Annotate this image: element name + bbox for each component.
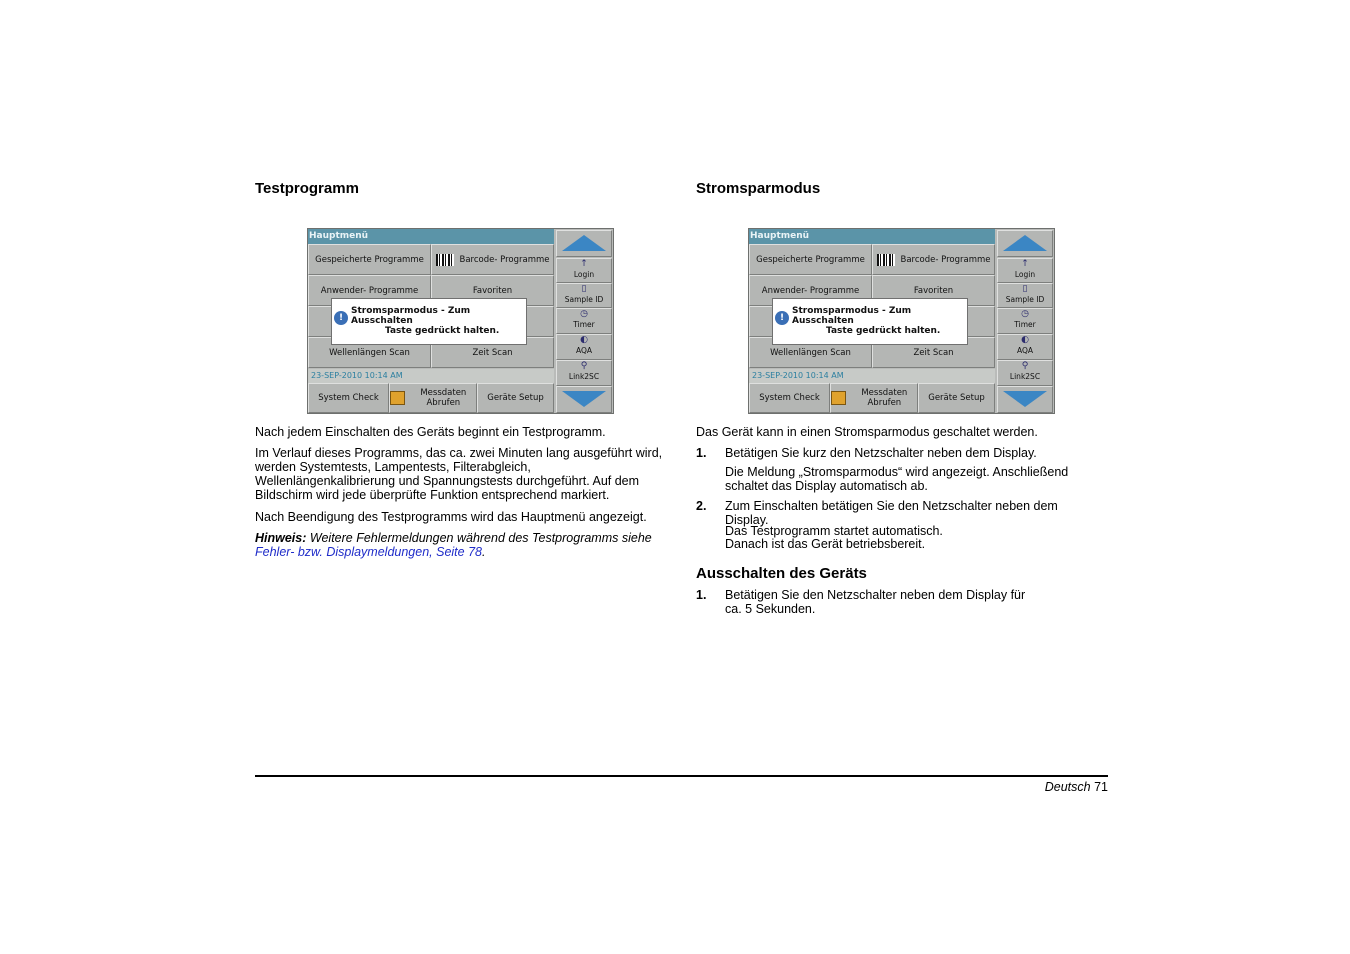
scroll-down-button [997,386,1053,413]
saved-programs-button: Gespeicherte Programme [749,244,872,275]
scroll-up-button [556,230,612,257]
step-text: Betätigen Sie kurz den Netzschalter neben dem Display. [725,446,1037,460]
arrow-up-icon [1003,235,1047,251]
favorites-button: Favoriten [431,275,554,306]
time-scan-button: Zeit Scan [431,337,554,368]
power-save-popup [772,298,968,345]
step-text: Zum Einschalten betätigen Sie den Netzschalter neben dem Display. [725,499,1058,527]
section-heading-testprogramm: Testprogramm [255,180,359,197]
timer-icon: ◷ [1021,309,1029,319]
date-time-display: 23-SEP-2010 10:14 AM [749,369,995,383]
sample-icon: ▯ [1022,284,1028,294]
folder-icon [831,391,846,405]
arrow-up-icon [562,235,606,251]
footer-language: Deutsch [1044,780,1091,794]
step-number: 1. [696,446,707,460]
popup-instruction: Taste gedrückt halten. [385,326,500,336]
link2sc-button: ⚲ Link2SC [556,360,612,386]
step-number: 1. [696,588,707,602]
device-screenshot-right [748,228,1055,414]
power-save-popup [331,298,527,345]
footer [900,780,1108,794]
barcode-icon [436,254,454,266]
aqa-button: ◐ AQA [997,334,1053,360]
popup-instruction: Taste gedrückt halten. [826,326,941,336]
sample-id-button: ▯ Sample ID [997,283,1053,308]
user-programs-button: Anwender- Programme [749,275,872,306]
timer-icon: ◷ [580,309,588,319]
barcode-icon [877,254,895,266]
system-check-button: System Check [308,383,389,413]
login-icon: ↑ [1021,259,1029,269]
note-text: Weitere Fehlermeldungen während des Testprogramms siehe [309,531,652,545]
paragraph: Nach Beendigung des Testprogramms wird das Hauptmenü angezeigt. [255,510,647,524]
paragraph: Im Verlauf dieses Programms, das ca. zwei Minuten lang ausgeführt wird, werden Systemtests, Lampentests, Filterabgleich, Wellenlängenkalibrierung und Spannungstests durchgeführt. Auf dem Bildschirm wird jede überprüfte Funktion entsprechend markiert. [255,446,663,502]
info-icon: ! [334,311,348,325]
scroll-up-button [997,230,1053,257]
aqa-icon: ◐ [1021,335,1029,345]
login-icon: ↑ [580,259,588,269]
paragraph: Nach jedem Einschalten des Geräts beginnt ein Testprogramm. [255,425,606,439]
link2sc-button: ⚲ Link2SC [997,360,1053,386]
user-programs-button: Anwender- Programme [308,275,431,306]
popup-message: Stromsparmodus - Zum Ausschalten [351,306,471,326]
arrow-down-icon [1003,391,1047,407]
step-result: Das Testprogramm startet automatisch. [725,524,943,538]
step-result: Danach ist das Gerät betriebsbereit. [725,537,926,551]
step-number: 2. [696,499,707,513]
timer-button: ◷ Timer [556,308,612,334]
info-icon: ! [775,311,789,325]
sample-id-button: ▯ Sample ID [556,283,612,308]
favorites-button: Favoriten [872,275,995,306]
popup-message: Stromsparmodus - Zum Ausschalten [792,306,912,326]
page-number: 71 [1094,780,1108,794]
barcode-programs-button: Barcode- Programme [872,244,995,275]
aqa-button: ◐ AQA [556,334,612,360]
link-icon: ⚲ [580,361,588,371]
note-link[interactable]: Fehler- bzw. Displaymeldungen, Seite 78 [255,545,482,559]
recall-data-button: Messdaten Abrufen [389,383,477,413]
recall-data-button: Messdaten Abrufen [830,383,918,413]
wavelength-scan-button: Wellenlängen Scan [308,337,431,368]
aqa-icon: ◐ [580,335,588,345]
time-scan-button: Zeit Scan [872,337,995,368]
folder-icon [390,391,405,405]
sample-icon: ▯ [581,284,587,294]
step-result: Die Meldung „Stromsparmodus“ wird angezeigt. Anschließend schaltet das Display automatisch ab. [725,465,1069,493]
login-button: ↑ Login [556,258,612,283]
section-heading-ausschalten: Ausschalten des Geräts [696,565,867,582]
timer-button: ◷ Timer [997,308,1053,334]
footer-rule [255,775,1108,777]
arrow-down-icon [562,391,606,407]
link-icon: ⚲ [1021,361,1029,371]
instrument-setup-button: Geräte Setup [477,383,554,413]
date-time-display: 23-SEP-2010 10:14 AM [308,369,554,383]
scroll-down-button [556,386,612,413]
login-button: ↑ Login [997,258,1053,283]
note [255,531,675,559]
device-screenshot-left [307,228,614,414]
note-end: . [481,545,486,559]
section-heading-stromsparmodus: Stromsparmodus [696,180,821,197]
screen-title: Hauptmenü [749,229,995,244]
instrument-setup-button: Geräte Setup [918,383,995,413]
saved-programs-button: Gespeicherte Programme [308,244,431,275]
note-label: Hinweis: [255,531,307,545]
paragraph: Das Gerät kann in einen Stromsparmodus geschaltet werden. [696,425,1038,439]
system-check-button: System Check [749,383,830,413]
screen-title: Hauptmenü [308,229,554,244]
wavelength-scan-button: Wellenlängen Scan [749,337,872,368]
step-text: Betätigen Sie den Netzschalter neben dem Display für ca. 5 Sekunden. [725,588,1026,616]
barcode-programs-button: Barcode- Programme [431,244,554,275]
